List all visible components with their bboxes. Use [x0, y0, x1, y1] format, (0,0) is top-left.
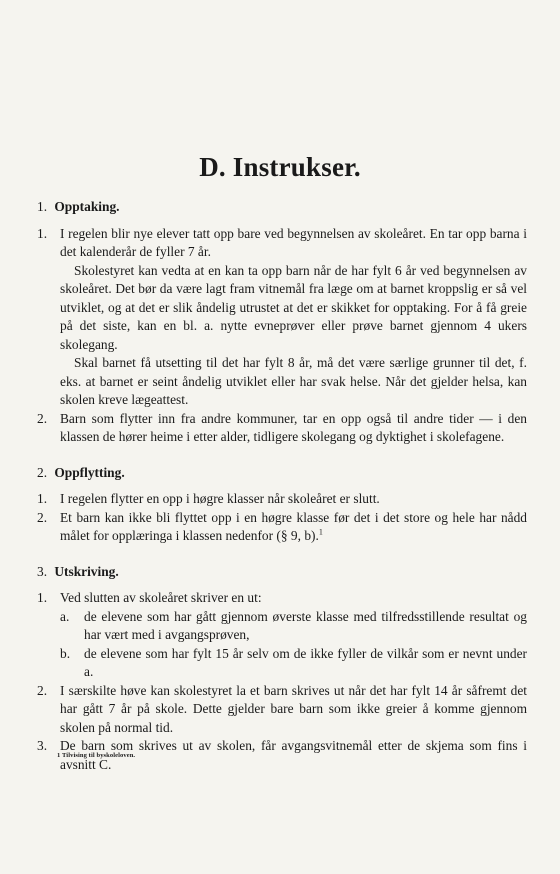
item-number: 2. — [37, 509, 48, 525]
item-number: 2. — [37, 410, 48, 426]
list-item — [37, 682, 527, 738]
list-item — [37, 509, 527, 546]
item-number: 1. — [37, 491, 48, 506]
instructions-body — [37, 198, 527, 774]
paragraph: Skal barnet få utsetting til det har fylt 8 år, må det være særlige grunner til det, f. eks. at barnet er seint åndelig utviklet eller har svak helse. Når det gjelder helsa, kan skolen kreve lægeattest. — [60, 355, 527, 407]
list-item — [37, 410, 527, 447]
paragraph: de elevene som har gått gjennom øverste klasse med tilfredsstillende resultat og har vært med i avgangsprøven, — [84, 608, 527, 642]
section-number: 1. — [37, 199, 48, 214]
sub-item-letter: a. — [60, 608, 70, 624]
footnote — [57, 752, 135, 759]
sub-item — [37, 608, 527, 645]
section-heading-opptaking — [37, 198, 527, 217]
sub-item — [37, 645, 527, 682]
item-number: 2. — [37, 682, 48, 698]
section-heading-utskriving — [37, 563, 527, 582]
section-heading-oppflytting — [37, 464, 527, 483]
paragraph: Ved slutten av skoleåret skriver en ut: — [60, 590, 262, 605]
section-title: Oppflytting. — [54, 464, 125, 480]
footnote-text: Tilvising til byskoleloven. — [61, 752, 136, 759]
paragraph: De barn som skrives ut av skolen, får avgangsvitnemål etter de skjema som fins i avsnitt C. — [60, 738, 527, 772]
page-title: D. Instrukser. — [199, 152, 361, 182]
footnote-mark: 1 — [57, 752, 61, 759]
paragraph: I regelen blir nye elever tatt opp bare ved begynnelsen av skoleåret. En tar opp barna i det kalenderår de fyller 7 år. — [60, 225, 527, 259]
item-number: 1. — [37, 590, 48, 605]
item-number: 1. — [37, 225, 48, 241]
item-number: 3. — [37, 738, 48, 753]
list-item — [37, 225, 527, 410]
list-item — [37, 490, 527, 509]
sub-item-letter: b. — [60, 645, 71, 661]
section-number: 3. — [37, 563, 48, 579]
footnote-ref: 1 — [318, 527, 323, 537]
paragraph: Et barn kan ikke bli flyttet opp i en høgre klasse før det i det store og hele har nådd målet for opplæringa i klassen nedenfor (§ 9, b). — [60, 509, 527, 543]
section-number: 2. — [37, 464, 48, 480]
list-item — [37, 589, 527, 608]
section-title: Utskriving. — [54, 563, 119, 579]
paragraph: Skolestyret kan vedta at en kan ta opp barn når de har fylt 6 år ved begynnelsen av skoleåret. Det bør da være lagt fram vitnemål fra læge om at barnet kroppslig er så vel utviklet, og at det er slik åndelig utrustet at det er skikket for opptaking. For å få greie på det siste, kan en bl. a. nytte evneprøver eller prøve barnet gjennom 4 ukers skolegang. — [60, 262, 527, 352]
paragraph: I regelen flytter en opp i høgre klasser når skoleåret er slutt. — [60, 491, 380, 506]
paragraph: I særskilte høve kan skolestyret la et barn skrives ut når det har fylt 14 år såfremt det har gått 7 år på skole. Dette gjelder bare barn som ikke greier å komme gjennom skolen på normal tid. — [60, 682, 527, 735]
section-title: Opptaking. — [54, 199, 120, 214]
paragraph: Barn som flytter inn fra andre kommuner, tar en opp også til andre tider — i den klassen de hører heime i etter alder, tidligere skolegang og dyktighet i skolefagene. — [60, 410, 527, 444]
paragraph: de elevene som har fylt 15 år selv om de ikke fyller de vilkår som er nevnt under a. — [84, 645, 527, 679]
